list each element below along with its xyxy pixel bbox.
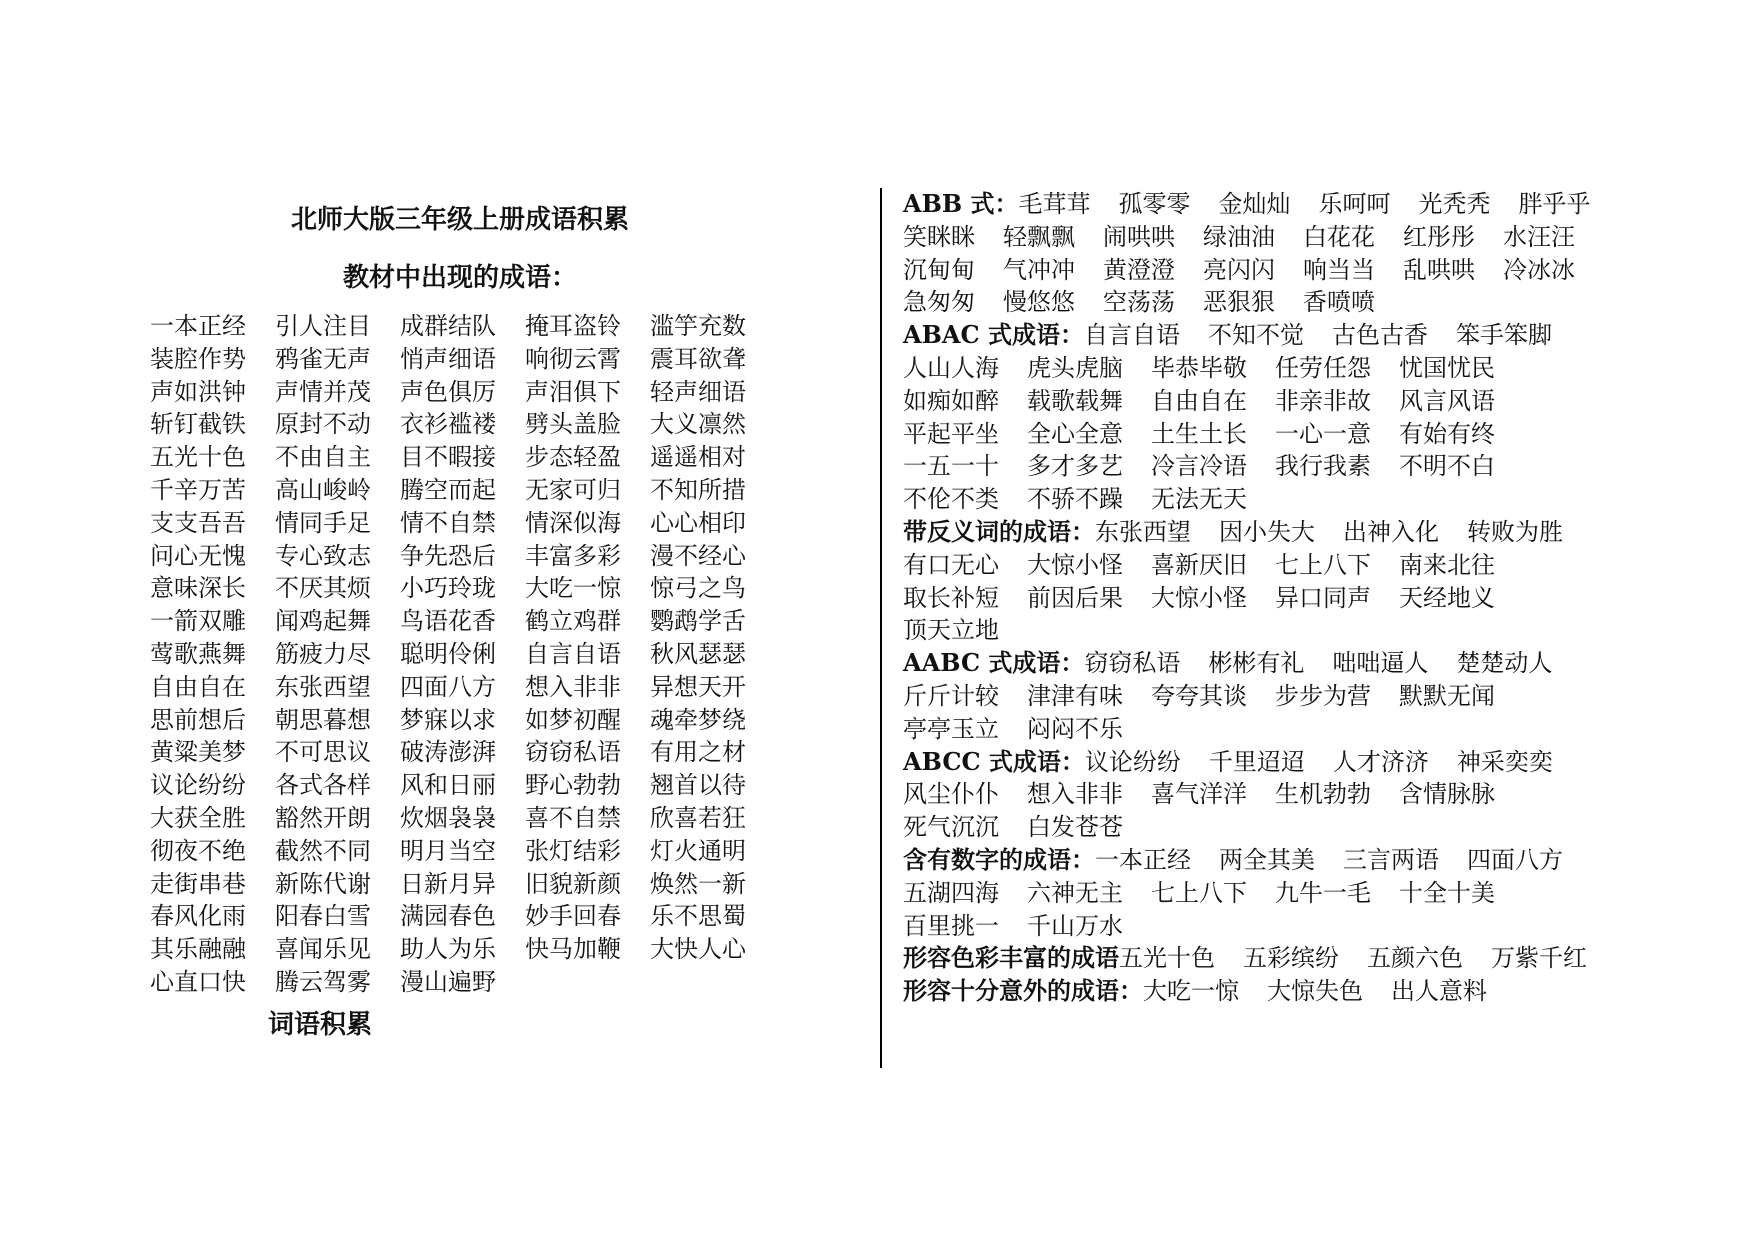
idiom-item: 东张西望 (275, 672, 371, 701)
idiom-word: 无法无天 (1151, 485, 1247, 514)
idiom-item: 张灯结彩 (525, 836, 621, 865)
idiom-item: 春风化雨 (150, 902, 246, 931)
idiom-item: 专心致志 (275, 541, 371, 570)
idiom-word: 前因后果 (1027, 583, 1123, 612)
idiom-word: 出神入化 (1343, 517, 1439, 546)
idiom-word: 水汪汪 (1503, 222, 1575, 251)
idiom-word: 默默无闻 (1399, 681, 1495, 710)
idiom-word: 千里迢迢 (1208, 747, 1305, 776)
idiom-category-line (903, 582, 1623, 615)
left-column (150, 202, 770, 1043)
idiom-word: 五彩缤纷 (1243, 944, 1339, 973)
idiom-word: 毛茸茸 (1018, 190, 1091, 218)
idiom-item: 声情并茂 (275, 377, 371, 406)
idiom-item: 大吃一惊 (525, 574, 621, 603)
idiom-category-line (903, 221, 1623, 254)
idiom-item: 响彻云霄 (525, 344, 621, 373)
idiom-word: 咄咄逼人 (1332, 649, 1429, 678)
idiom-item: 焕然一新 (650, 869, 746, 898)
idiom-word: 四面八方 (1467, 845, 1563, 874)
idiom-word: 议论纷纷 (1084, 747, 1181, 776)
idiom-word: 出人意料 (1391, 977, 1487, 1006)
category-label: ABB 式： (903, 189, 1019, 218)
idiom-item: 鹤立鸡群 (525, 607, 621, 636)
idiom-item: 各式各样 (275, 771, 371, 800)
idiom-item: 彻夜不绝 (150, 836, 246, 865)
idiom-word: 含情脉脉 (1399, 780, 1495, 809)
idiom-word: 五颜六色 (1367, 944, 1463, 973)
idiom-item: 梦寐以求 (400, 705, 496, 734)
idiom-word: 闷闷不乐 (1027, 714, 1123, 743)
idiom-category-line (903, 319, 1623, 352)
idiom-item: 漫不经心 (650, 541, 746, 570)
idiom-item: 自由自在 (150, 672, 246, 701)
idiom-word: 彬彬有礼 (1208, 649, 1305, 678)
idiom-item: 情同手足 (275, 508, 371, 537)
idiom-item: 魂牵梦绕 (650, 705, 746, 734)
idiom-word: 津津有味 (1027, 681, 1123, 710)
idiom-category-line (903, 910, 1623, 943)
idiom-word: 不伦不类 (903, 485, 999, 514)
idiom-word: 三言两语 (1343, 845, 1439, 874)
idiom-word: 古色古香 (1331, 321, 1428, 350)
idiom-item: 喜不自禁 (525, 803, 621, 832)
idiom-category-line (903, 385, 1623, 418)
idiom-item: 引人注目 (275, 312, 371, 340)
column-divider (880, 188, 882, 1068)
idiom-category-line (903, 483, 1623, 516)
idiom-category-line (903, 352, 1623, 385)
idiom-item: 意味深长 (150, 574, 246, 603)
idiom-word: 百里挑一 (903, 911, 999, 940)
idiom-word: 白发苍苍 (1027, 813, 1123, 842)
idiom-word: 想入非非 (1027, 780, 1123, 809)
idiom-category-line (903, 516, 1623, 549)
idiom-category-line (903, 647, 1623, 680)
idiom-item: 情深似海 (525, 508, 621, 537)
idiom-word: 孤零零 (1118, 190, 1191, 218)
idiom-word: 喜气洋洋 (1151, 780, 1247, 809)
idiom-word: 天经地义 (1399, 583, 1495, 612)
idiom-word: 十全十美 (1399, 878, 1495, 907)
idiom-word: 五湖四海 (903, 878, 999, 907)
idiom-word: 笑眯眯 (903, 222, 975, 251)
idiom-item: 大快人心 (650, 935, 746, 964)
idiom-word: 土生土长 (1151, 419, 1247, 448)
idiom-word: 冷言冷语 (1151, 452, 1247, 481)
idiom-item: 有用之材 (650, 738, 746, 767)
idiom-item: 截然不同 (275, 836, 371, 865)
idiom-word: 黄澄澄 (1103, 255, 1175, 284)
idiom-item: 豁然开朗 (275, 803, 371, 832)
idiom-word: 不知不觉 (1207, 321, 1304, 350)
idiom-word: 一心一意 (1275, 419, 1371, 448)
idiom-word: 多才多艺 (1027, 452, 1123, 481)
idiom-item: 明月当空 (400, 836, 496, 865)
category-label: 含有数字的成语： (903, 844, 1095, 874)
idiom-category-line (903, 188, 1623, 221)
idiom-item: 轻声细语 (650, 377, 746, 406)
idiom-word: 响当当 (1303, 255, 1375, 284)
idiom-item: 乐不思蜀 (650, 902, 746, 931)
idiom-item: 滥竽充数 (650, 312, 746, 340)
idiom-word: 乐呵呵 (1318, 190, 1391, 218)
idiom-item: 如梦初醒 (525, 705, 621, 734)
idiom-item: 其乐融融 (150, 935, 246, 964)
idiom-word: 死气沉沉 (903, 813, 999, 842)
idiom-word: 亭亭玉立 (903, 714, 999, 743)
idiom-item: 议论纷纷 (150, 771, 246, 800)
idiom-item: 成群结队 (400, 312, 496, 340)
idiom-word: 毕恭毕敬 (1151, 353, 1247, 382)
idiom-item: 窃窃私语 (525, 738, 621, 767)
idiom-word: 轻飘飘 (1003, 222, 1075, 251)
idiom-category-line (903, 713, 1623, 746)
idiom-item: 鸟语花香 (400, 607, 496, 636)
idiom-item: 千辛万苦 (150, 475, 246, 504)
idiom-item: 助人为乐 (400, 935, 496, 964)
idiom-item: 炊烟袅袅 (400, 803, 496, 832)
idiom-item: 莺歌燕舞 (150, 639, 246, 668)
idiom-word: 笨手笨脚 (1455, 321, 1552, 350)
idiom-item: 丰富多彩 (525, 541, 621, 570)
idiom-word: 自言自语 (1083, 321, 1180, 350)
idiom-item: 问心无愧 (150, 541, 246, 570)
idiom-word: 转败为胜 (1467, 517, 1563, 546)
idiom-item: 劈头盖脸 (525, 410, 621, 439)
idiom-word: 七上八下 (1151, 878, 1247, 907)
idiom-word: 大吃一惊 (1143, 977, 1239, 1006)
idiom-item: 震耳欲聋 (650, 344, 746, 373)
idiom-item: 翘首以待 (650, 771, 746, 800)
idiom-item: 掩耳盗铃 (525, 312, 621, 340)
idiom-word: 任劳任怨 (1275, 353, 1371, 382)
idiom-word: 气冲冲 (1003, 255, 1075, 284)
category-label: 带反义词的成语： (903, 516, 1095, 546)
idiom-word: 空荡荡 (1103, 288, 1175, 317)
idiom-item: 无家可归 (525, 475, 621, 504)
idiom-item: 秋风瑟瑟 (650, 639, 746, 668)
idiom-item: 风和日丽 (400, 771, 496, 800)
idiom-category-line (903, 811, 1623, 844)
category-label: AABC 式成语： (903, 648, 1085, 678)
idiom-category-line (903, 450, 1623, 483)
idiom-word: 自由自在 (1151, 386, 1247, 415)
idiom-item: 支支吾吾 (150, 508, 246, 537)
idiom-item: 原封不动 (275, 410, 371, 439)
idiom-item: 想入非非 (525, 672, 621, 701)
idiom-word: 如痴如醉 (903, 386, 999, 415)
idiom-item: 异想天开 (650, 672, 746, 701)
idiom-word: 六神无主 (1027, 878, 1123, 907)
idiom-item: 满园春色 (400, 902, 496, 931)
idiom-item: 走街串巷 (150, 869, 246, 898)
idiom-word: 闹哄哄 (1103, 222, 1175, 251)
idiom-category-line (903, 254, 1623, 287)
idiom-item: 四面八方 (400, 672, 496, 701)
idiom-word: 生机勃勃 (1275, 780, 1371, 809)
idiom-item: 不可思议 (275, 738, 371, 767)
idiom-word: 有口无心 (903, 550, 999, 579)
idiom-word: 载歌载舞 (1027, 386, 1123, 415)
idiom-category-line (903, 680, 1623, 713)
idiom-word: 冷冰冰 (1503, 255, 1575, 284)
idiom-word: 不骄不躁 (1027, 485, 1123, 514)
idiom-word: 白花花 (1303, 222, 1375, 251)
idiom-word: 急匆匆 (903, 288, 975, 317)
idiom-word: 喜新厌旧 (1151, 550, 1247, 579)
idiom-item: 大义凛然 (650, 410, 746, 439)
idiom-word: 斤斤计较 (903, 681, 999, 710)
idiom-item: 野心勃勃 (525, 771, 621, 800)
textbook-idioms-grid (150, 310, 770, 999)
idiom-item: 新陈代谢 (275, 869, 371, 898)
idiom-word: 亮闪闪 (1203, 255, 1275, 284)
idiom-category-line (903, 844, 1623, 877)
idiom-item: 步态轻盈 (525, 443, 621, 472)
idiom-item: 一本正经 (150, 312, 246, 340)
idiom-item: 漫山遍野 (400, 967, 496, 996)
idiom-item: 心心相印 (650, 508, 746, 537)
idiom-item: 声泪俱下 (525, 377, 621, 406)
idiom-item: 心直口快 (150, 967, 246, 996)
idiom-item: 阳春白雪 (275, 902, 371, 931)
idiom-word: 人才济济 (1332, 747, 1429, 776)
idiom-item: 声如洪钟 (150, 377, 246, 406)
idiom-word: 全心全意 (1027, 419, 1123, 448)
idiom-category-line (903, 418, 1623, 451)
idiom-word: 因小失大 (1219, 517, 1315, 546)
idiom-item: 一箭双雕 (150, 607, 246, 636)
idiom-word: 窃窃私语 (1084, 649, 1181, 678)
idiom-word: 平起平坐 (903, 419, 999, 448)
idiom-item: 不由自主 (275, 443, 371, 472)
idiom-item: 大获全胜 (150, 803, 246, 832)
idiom-item: 旧貌新颜 (525, 869, 621, 898)
idiom-word: 大惊小怪 (1151, 583, 1247, 612)
idiom-item: 斩钉截铁 (150, 410, 246, 439)
category-label: 形容色彩丰富的成语 (903, 943, 1119, 973)
document-title: 北师大版三年级上册成语积累 (290, 205, 629, 235)
idiom-word: 胖乎乎 (1518, 190, 1591, 218)
idiom-item: 惊弓之鸟 (650, 574, 746, 603)
vocab-heading: 词语积累 (267, 1009, 372, 1040)
idiom-item: 悄声细语 (400, 344, 496, 373)
idiom-category-line (903, 942, 1623, 975)
idiom-word: 忧国忧民 (1399, 353, 1495, 382)
idiom-item: 装腔作势 (150, 344, 246, 373)
idiom-item: 不厌其烦 (275, 574, 371, 603)
category-label: ABCC 式成语： (903, 746, 1085, 776)
category-label: 形容十分意外的成语： (903, 976, 1143, 1006)
idiom-item: 鹦鹉学舌 (650, 607, 746, 636)
idiom-category-line (903, 549, 1623, 582)
idiom-item: 朝思暮想 (275, 705, 371, 734)
idiom-category-line (903, 975, 1623, 1008)
idiom-item: 腾云驾雾 (275, 967, 371, 996)
idiom-word: 人山人海 (903, 353, 999, 382)
idiom-word: 光秃秃 (1418, 190, 1491, 218)
idiom-item: 日新月异 (400, 869, 496, 898)
idiom-word: 取长补短 (903, 583, 999, 612)
idiom-category-line (903, 778, 1623, 811)
idiom-item: 衣衫褴褛 (400, 410, 496, 439)
idiom-word: 慢悠悠 (1003, 288, 1075, 317)
idiom-word: 万紫千红 (1491, 944, 1587, 973)
idiom-word: 沉甸甸 (903, 255, 975, 284)
idiom-word: 南来北往 (1399, 550, 1495, 579)
idiom-word: 我行我素 (1275, 452, 1371, 481)
idiom-word: 香喷喷 (1303, 288, 1375, 317)
idiom-item: 聪明伶俐 (400, 639, 496, 668)
idiom-item: 自言自语 (525, 639, 621, 668)
idiom-word: 一五一十 (903, 452, 999, 481)
idiom-word: 风言风语 (1399, 386, 1495, 415)
idiom-word: 七上八下 (1275, 550, 1371, 579)
idiom-item: 腾空而起 (400, 475, 496, 504)
idiom-word: 金灿灿 (1218, 190, 1291, 218)
idiom-word: 神采奕奕 (1456, 747, 1553, 776)
idiom-item: 喜闻乐见 (275, 935, 371, 964)
idiom-category-line (903, 877, 1623, 910)
idiom-word: 千山万水 (1027, 911, 1123, 940)
idiom-word: 恶狠狠 (1203, 288, 1275, 317)
idiom-item: 黄粱美梦 (150, 738, 246, 767)
idiom-word: 两全其美 (1219, 845, 1315, 874)
right-column-idiom-categories (903, 188, 1623, 1008)
idiom-item: 目不暇接 (400, 443, 496, 472)
idiom-item: 不知所措 (650, 475, 746, 504)
idiom-word: 九牛一毛 (1275, 878, 1371, 907)
idiom-word: 虎头虎脑 (1027, 353, 1123, 382)
idiom-item: 快马加鞭 (525, 935, 621, 964)
idiom-word: 异口同声 (1275, 583, 1371, 612)
idiom-category-line (903, 614, 1623, 647)
idiom-category-line (903, 746, 1623, 779)
idiom-item: 高山峻岭 (275, 475, 371, 504)
idiom-item: 思前想后 (150, 705, 246, 734)
idiom-word: 绿油油 (1203, 222, 1275, 251)
idiom-item: 争先恐后 (400, 541, 496, 570)
category-label: ABAC 式成语： (903, 320, 1084, 350)
idiom-word: 一本正经 (1095, 845, 1191, 874)
idiom-item: 鸦雀无声 (275, 344, 371, 373)
idiom-item: 灯火通明 (650, 836, 746, 865)
idiom-word: 红彤彤 (1403, 222, 1475, 251)
idiom-word: 非亲非故 (1275, 386, 1371, 415)
idiom-item: 妙手回春 (525, 902, 621, 931)
idiom-word: 风尘仆仆 (903, 780, 999, 809)
idiom-item: 五光十色 (150, 443, 246, 472)
idiom-word: 大惊失色 (1267, 977, 1363, 1006)
idiom-item: 情不自禁 (400, 508, 496, 537)
idiom-item: 欣喜若狂 (650, 803, 746, 832)
idiom-word: 不明不白 (1399, 452, 1495, 481)
idiom-word: 顶天立地 (903, 616, 999, 645)
idiom-item: 小巧玲珑 (400, 574, 496, 603)
idiom-item: 破涛澎湃 (400, 738, 496, 767)
idiom-word: 乱哄哄 (1403, 255, 1475, 284)
idiom-word: 楚楚动人 (1456, 649, 1553, 678)
idiom-word: 东张西望 (1095, 517, 1191, 546)
idiom-word: 夸夸其谈 (1151, 681, 1247, 710)
textbook-idioms-heading: 教材中出现的成语： (342, 263, 577, 293)
idiom-word: 五光十色 (1119, 944, 1215, 973)
idiom-word: 有始有终 (1399, 419, 1495, 448)
idiom-category-line (903, 286, 1623, 319)
idiom-item: 遥遥相对 (650, 443, 746, 472)
idiom-word: 大惊小怪 (1027, 550, 1123, 579)
idiom-item: 声色俱厉 (400, 377, 496, 406)
idiom-item: 闻鸡起舞 (275, 607, 371, 636)
idiom-item: 筋疲力尽 (275, 639, 371, 668)
idiom-word: 步步为营 (1275, 681, 1371, 710)
